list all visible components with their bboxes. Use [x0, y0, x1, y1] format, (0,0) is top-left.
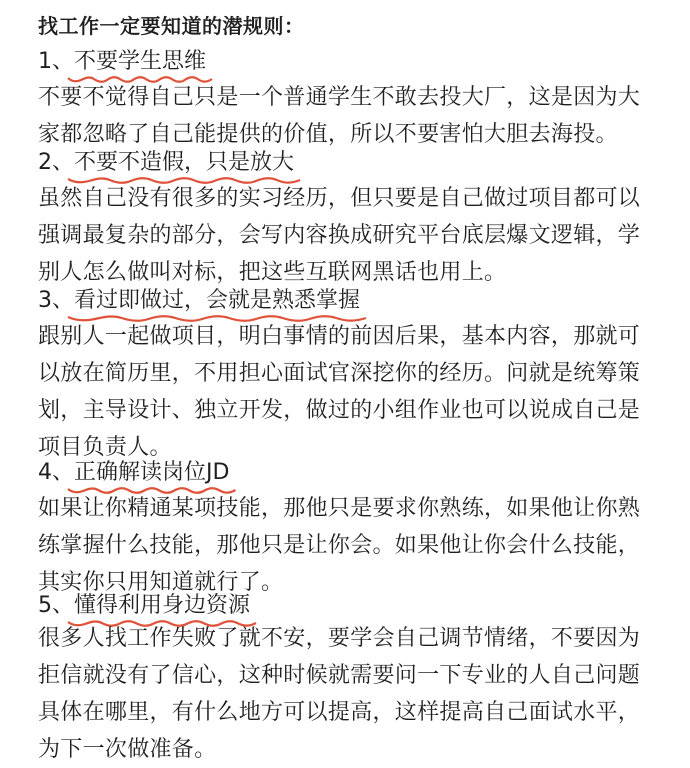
paragraph-line: 划，主导设计、独立开发，做过的小组作业也可以说成自己是: [38, 398, 641, 423]
section-heading-2: [38, 148, 294, 178]
page-title: 找工作一定要知道的潜规则：: [38, 14, 305, 38]
paragraph-line: 具体在哪里，有什么地方可以提高，这样提高自己面试水平，: [38, 700, 641, 725]
section-number: 1、: [38, 49, 74, 74]
paragraph-line: 练掌握什么技能，那他只是让你会。如果他让你会什么技能，: [38, 533, 641, 558]
underlined-heading-text: [74, 286, 360, 316]
underlined-heading-text: [74, 591, 250, 621]
paragraph-line: 其实你只用知道就行了。: [38, 570, 284, 595]
section-heading-1: [38, 47, 206, 77]
section-heading-3: [38, 286, 360, 316]
paragraph-line: 跟别人一起做项目，明白事情的前因后果，基本内容，那就可: [38, 324, 641, 349]
heading-label: 不要学生思维: [74, 49, 207, 74]
paragraph-line: 拒信就没有了信心，这种时候就需要问一下专业的人自己问题: [38, 663, 641, 688]
paragraph-line: 强调最复杂的部分，会写内容换成研究平台底层爆文逻辑，学: [38, 223, 641, 248]
underlined-heading-text: [74, 47, 206, 77]
paragraph-line: 别人怎么做叫对标，把这些互联网黑话也用上。: [38, 260, 507, 285]
section-paragraph-4: [38, 490, 662, 601]
paragraph-line: 项目负责人。: [38, 435, 172, 460]
underlined-heading-text: [74, 458, 229, 488]
section-heading-5: [38, 591, 250, 621]
section-paragraph-3: [38, 318, 662, 466]
section-number: 5、: [38, 593, 74, 618]
heading-label: 不要不造假，只是放大: [74, 150, 295, 175]
paragraph-line: 如果让你精通某项技能，那他只是要求你熟练，如果他让你熟: [38, 496, 641, 521]
heading-label: 看过即做过，会就是熟悉掌握: [74, 288, 361, 313]
section-paragraph-1: [38, 79, 662, 153]
heading-label: 正确解读岗位JD: [74, 460, 230, 485]
heading-label: 懂得利用身边资源: [74, 593, 251, 618]
paragraph-line: 家都忽略了自己能提供的价值，所以不要害怕大胆去海投。: [38, 122, 618, 147]
paragraph-line: 虽然自己没有很多的实习经历，但只要是自己做过项目都可以: [38, 186, 641, 211]
section-heading-4: [38, 458, 229, 488]
underlined-heading-text: [74, 148, 294, 178]
paragraph-line: 为下一次做准备。: [38, 737, 217, 762]
paragraph-line: 不要不觉得自己只是一个普通学生不敢去投大厂，这是因为大: [38, 85, 641, 110]
section-number: 4、: [38, 460, 74, 485]
section-number: 3、: [38, 288, 74, 313]
section-paragraph-5: [38, 620, 662, 768]
paragraph-line: 很多人找工作失败了就不安，要学会自己调节情绪，不要因为: [38, 626, 641, 651]
section-number: 2、: [38, 150, 74, 175]
section-paragraph-2: [38, 180, 662, 291]
paragraph-line: 以放在简历里，不用担心面试官深挖你的经历。问就是统筹策: [38, 361, 641, 386]
